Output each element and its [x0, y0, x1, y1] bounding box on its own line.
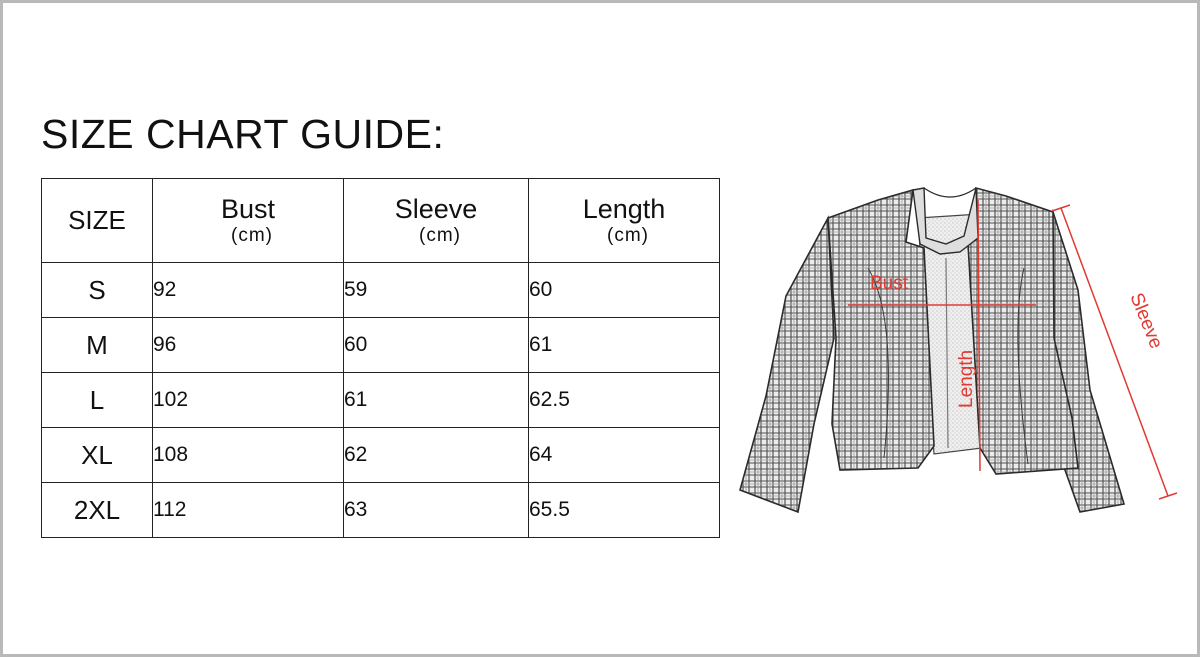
header-bust-unit: (cm)	[231, 224, 273, 246]
table-row	[42, 263, 720, 318]
cell-sleeve: 62	[344, 428, 529, 483]
cell-bust: 92	[153, 263, 344, 318]
table-row	[42, 483, 720, 538]
jacket-illustration	[728, 178, 1188, 518]
cell-bust: 112	[153, 483, 344, 538]
cell-sleeve: 60	[344, 318, 529, 373]
cell-size: L	[42, 373, 153, 428]
length-label: Length	[956, 349, 977, 408]
cell-length: 64	[529, 428, 720, 483]
cell-length: 61	[529, 318, 720, 373]
table-row	[42, 373, 720, 428]
header-length	[529, 179, 720, 263]
header-bust	[153, 179, 344, 263]
cell-size: S	[42, 263, 153, 318]
header-length-unit: (cm)	[607, 224, 649, 246]
left-sleeve	[740, 218, 834, 512]
cell-bust: 102	[153, 373, 344, 428]
cell-sleeve: 61	[344, 373, 529, 428]
bust-label: Bust	[870, 273, 909, 294]
size-table	[41, 178, 720, 538]
header-size: SIZE	[42, 179, 153, 263]
cell-bust: 108	[153, 428, 344, 483]
table-row	[42, 428, 720, 483]
cell-size: 2XL	[42, 483, 153, 538]
table-row	[42, 318, 720, 373]
cell-size: M	[42, 318, 153, 373]
cell-length: 65.5	[529, 483, 720, 538]
cell-sleeve: 59	[344, 263, 529, 318]
sleeve-label: Sleeve	[1125, 290, 1167, 352]
header-sleeve	[344, 179, 529, 263]
header-sleeve-unit: (cm)	[419, 224, 461, 246]
cell-size: XL	[42, 428, 153, 483]
cell-length: 60	[529, 263, 720, 318]
header-bust-label: Bust	[220, 193, 276, 224]
cell-bust: 96	[153, 318, 344, 373]
header-sleeve-label: Sleeve	[394, 193, 478, 224]
table-header-row	[42, 179, 720, 263]
page-title: SIZE CHART GUIDE:	[41, 111, 445, 157]
jacket-svg	[728, 178, 1188, 518]
cell-length: 62.5	[529, 373, 720, 428]
cell-sleeve: 63	[344, 483, 529, 538]
header-length-label: Length	[582, 193, 666, 224]
